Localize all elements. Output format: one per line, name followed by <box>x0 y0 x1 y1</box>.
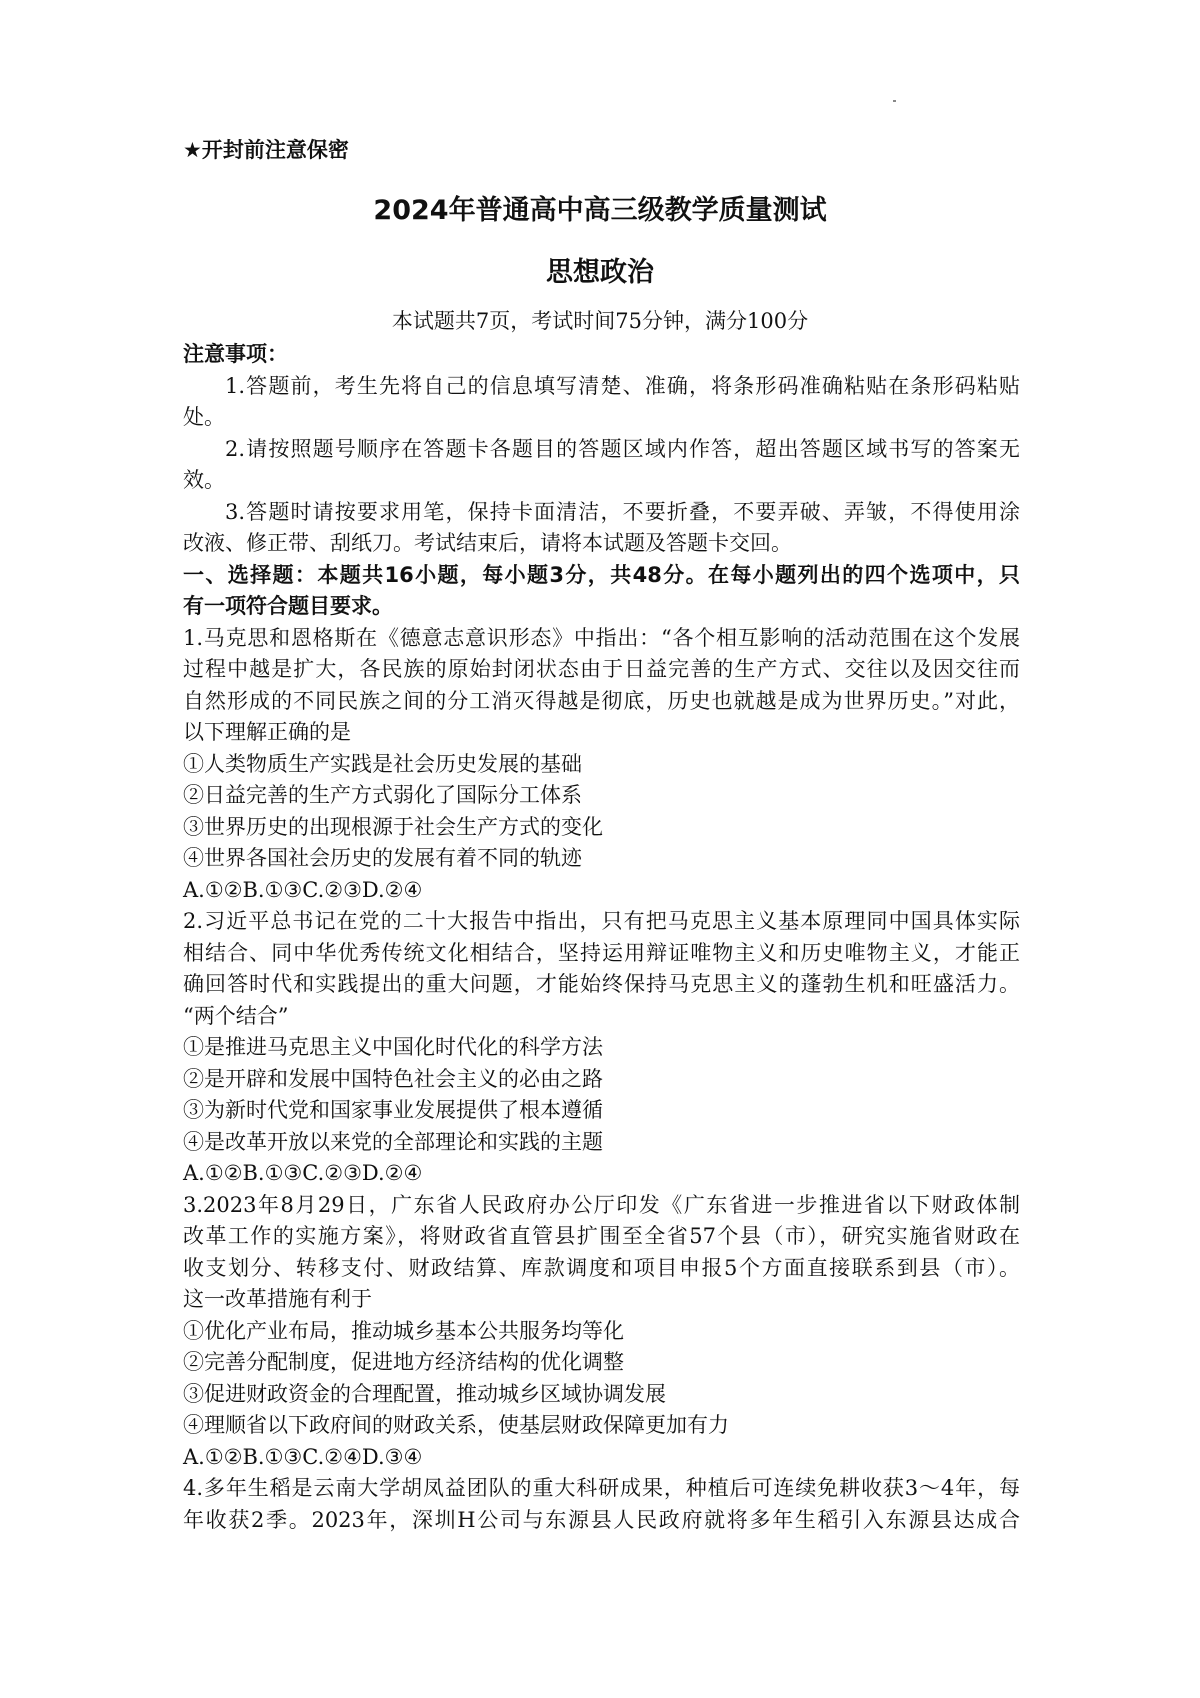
section-1-heading-line-2: 有一项符合题目要求。 <box>183 594 393 618</box>
note-2-line-1: 2.请按照题号顺序在答题卡各题目的答题区域内作答，超出答题区域书写的答案无 <box>225 437 1020 461</box>
q2-stem-line-1: 2.习近平总书记在党的二十大报告中指出，只有把马克思主义基本原理同中国具体实际 <box>183 909 1020 933</box>
exam-info: 本试题共7页，考试时间75分钟，满分100分 <box>391 309 809 333</box>
q2-stem-line-4: “两个结合” <box>183 1004 289 1028</box>
q2-answers: A.①②B.①③C.②③D.②④ <box>183 1161 423 1185</box>
exam-title: 2024年普通高中高三级教学质量测试 <box>373 195 827 226</box>
q3-option-1: ①优化产业布局，推动城乡基本公共服务均等化 <box>183 1319 624 1343</box>
notes-heading: 注意事项： <box>183 342 288 366</box>
q2-option-1: ①是推进马克思主义中国化时代化的科学方法 <box>183 1035 603 1059</box>
q1-option-4: ④世界各国社会历史的发展有着不同的轨迹 <box>183 846 582 870</box>
q2-stem-line-3: 确回答时代和实践提出的重大问题，才能始终保持马克思主义的蓬勃生机和旺盛活力。 <box>183 972 1020 996</box>
note-2-line-2: 效。 <box>183 468 225 492</box>
confidential-notice: ★开封前注意保密 <box>183 138 349 162</box>
q1-option-1: ①人类物质生产实践是社会历史发展的基础 <box>183 752 582 776</box>
q1-option-3: ③世界历史的出现根源于社会生产方式的变化 <box>183 815 603 839</box>
q1-stem-line-1: 1.马克思和恩格斯在《德意志意识形态》中指出：“各个相互影响的活动范围在这个发展 <box>183 626 1020 650</box>
note-3-line-1: 3.答题时请按要求用笔，保持卡面清洁，不要折叠，不要弄破、弄皱，不得使用涂 <box>225 500 1020 524</box>
q4-stem-line-1: 4.多年生稻是云南大学胡凤益团队的重大科研成果，种植后可连续免耕收获3～4年，每 <box>183 1476 1020 1500</box>
q3-option-4: ④理顺省以下政府间的财政关系，使基层财政保障更加有力 <box>183 1413 729 1437</box>
q3-stem-line-3: 收支划分、转移支付、财政结算、库款调度和项目申报5个方面直接联系到县（市）。 <box>183 1256 1020 1280</box>
q3-answers: A.①②B.①③C.②④D.③④ <box>183 1445 423 1469</box>
q1-stem-line-2: 过程中越是扩大，各民族的原始封闭状态由于日益完善的生产方式、交往以及因交往而 <box>183 657 1020 681</box>
note-3-line-2: 改液、修正带、刮纸刀。考试结束后，请将本试题及答题卡交回。 <box>183 531 792 555</box>
q4-stem-line-2: 年收获2季。2023年，深圳H公司与东源县人民政府就将多年生稻引入东源县达成合 <box>183 1508 1020 1532</box>
q1-stem-line-4: 以下理解正确的是 <box>183 720 351 744</box>
q3-option-3: ③促进财政资金的合理配置，推动城乡区域协调发展 <box>183 1382 666 1406</box>
note-1-line-1: 1.答题前，考生先将自己的信息填写清楚、准确，将条形码准确粘贴在条形码粘贴 <box>225 374 1020 398</box>
scan-speck <box>893 100 896 102</box>
q2-stem-line-2: 相结合、同中华优秀传统文化相结合，坚持运用辩证唯物主义和历史唯物主义，才能正 <box>183 941 1020 965</box>
q3-stem-line-4: 这一改革措施有利于 <box>183 1287 372 1311</box>
section-1-heading-line-1: 一、选择题：本题共16小题，每小题3分，共48分。在每小题列出的四个选项中，只 <box>183 563 1020 587</box>
q1-answers: A.①②B.①③C.②③D.②④ <box>183 878 423 902</box>
q1-option-2: ②日益完善的生产方式弱化了国际分工体系 <box>183 783 582 807</box>
q2-option-2: ②是开辟和发展中国特色社会主义的必由之路 <box>183 1067 603 1091</box>
q3-option-2: ②完善分配制度，促进地方经济结构的优化调整 <box>183 1350 624 1374</box>
subject-title: 思想政治 <box>546 257 654 288</box>
q3-stem-line-1: 3.2023年8月29日，广东省人民政府办公厅印发《广东省进一步推进省以下财政体制 <box>183 1193 1020 1217</box>
note-1-line-2: 处。 <box>183 405 225 429</box>
q2-option-4: ④是改革开放以来党的全部理论和实践的主题 <box>183 1130 603 1154</box>
q2-option-3: ③为新时代党和国家事业发展提供了根本遵循 <box>183 1098 603 1122</box>
q1-stem-line-3: 自然形成的不同民族之间的分工消灭得越是彻底，历史也就越是成为世界历史。”对此， <box>183 689 1020 713</box>
q3-stem-line-2: 改革工作的实施方案》，将财政省直管县扩围至全省57个县（市），研究实施省财政在 <box>183 1224 1020 1248</box>
